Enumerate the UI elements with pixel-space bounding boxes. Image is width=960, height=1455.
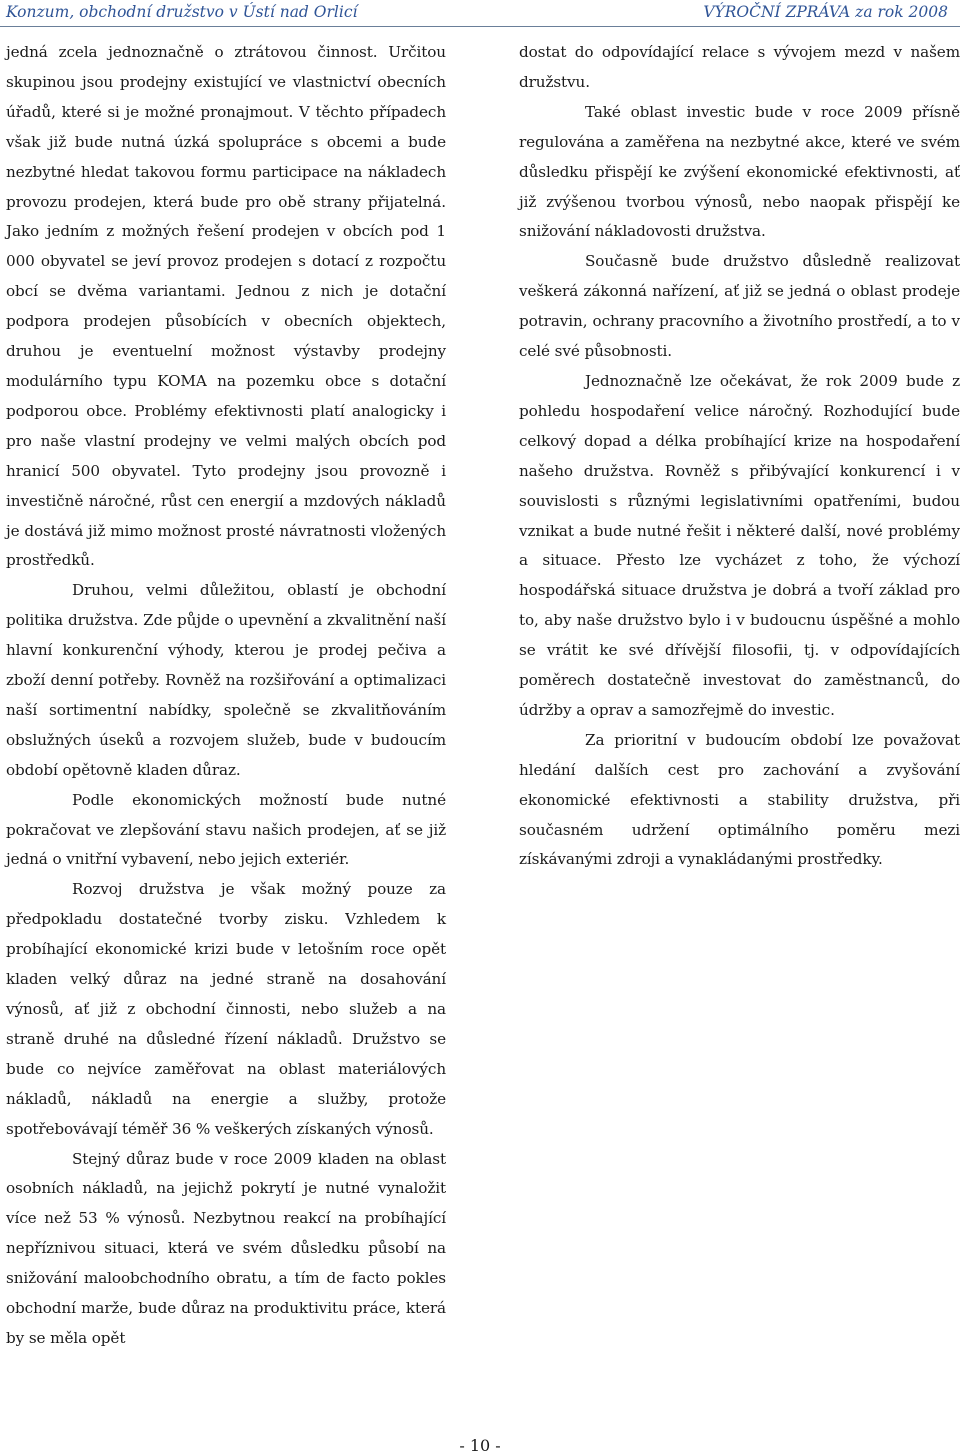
paragraph: Také oblast investic bude v roce 2009 přísně regulována a zaměřena na nezbytné akce, které ve svém důsledku přispějí ke zvýšení ekonomické efektivnosti, ať již zvýšenou tvorbou výnosů, nebo naopak přispějí ke snižování nákladovosti družstva. — [519, 102, 960, 241]
paragraph: Druhou, velmi důležitou, oblastí je obchodní politika družstva. Zde půjde o upevnění a zkvalitnění naší hlavní konkurenční výhody, kterou je prodej pečiva a zboží denní potřeby. Rovněž na rozšiřování a optimalizaci naší sortimentní nabídky, společně se zkvalitňováním obslužných úseků a rozvojem služeb, bude v budoucím období opětovně kladen důraz. — [6, 581, 446, 779]
paragraph: Jednoznačně lze očekávat, že rok 2009 bude z pohledu hospodaření velice náročný. Rozhodující bude celkový dopad a délka probíhající krize na hospodaření našeho družstva. Rovněž s přibývající konkurencí i v souvislosti s různými legislativními opatřeními, budou vznikat a bude nutné řešit i některé další, nové problémy a situace. Přesto lze vycházet z toho, že výchozí hospodářská situace družstva je dobrá a tvoří základ pro to, aby naše družstvo bylo i v budoucnu úspěšné a mohlo se vrátit ke své dřívější filosofii, tj. v odpovídajících poměrech dostatečně investovat do zaměstnanců, do údržby a oprav a samozřejmě do investic. — [519, 371, 960, 719]
right-text-column — [519, 38, 960, 875]
paragraph: Současně bude družstvo důsledně realizovat veškerá zákonná nařízení, ať již se jedná o oblast prodeje potravin, ochrany pracovního a životního prostředí, a to v celé své působnosti. — [519, 252, 960, 361]
paragraph: Stejný důraz bude v roce 2009 kladen na oblast osobních nákladů, na jejichž pokrytí je nutné vynaložit více než 53 % výnosů. Nezbytnou reakcí na probíhající nepříznivou situaci, která ve svém důsledku působí na snižování maloobchodního obratu, a tím de facto pokles obchodní marže, bude důraz na produktivitu práce, která by se měla opět — [6, 1149, 446, 1347]
paragraph: Rozvoj družstva je však možný pouze za předpokladu dostatečné tvorby zisku. Vzhledem k probíhající ekonomické krizi bude v letošním roce opět kladen velký důraz na jedné straně na dosahování výnosů, ať již z obchodní činnosti, nebo služeb a na straně druhé na důsledné řízení nákladů. Družstvo se bude co nejvíce zaměřovat na oblast materiálových nákladů, nákladů na energie a služby, protože spotřebovávají téměř 36 % veškerých získaných výnosů. — [6, 880, 446, 1138]
left-text-column — [6, 38, 446, 1354]
header-organization: Konzum, obchodní družstvo v Ústí nad Orlicí — [6, 3, 358, 21]
paragraph: Podle ekonomických možností bude nutné pokračovat ve zlepšování stavu našich prodejen, ať se již jedná o vnitřní vybavení, nebo jejich exteriér. — [6, 790, 446, 869]
header-report-title: VÝROČNÍ ZPRÁVA za rok 2008 — [703, 3, 948, 21]
paragraph: jedná zcela jednoznačně o ztrátovou činnost. Určitou skupinou jsou prodejny existující ve vlastnictví obecních úřadů, které si je možné pronajmout. V těchto případech však již bude nutná úzká spolupráce s obcemi a bude nezbytné hledat takovou formu participace na nákladech provozu prodejen, která bude pro obě strany přijatelná. Jako jedním z možných řešení prodejen v obcích pod 1 000 obyvatel se jeví provoz prodejen s dotací z rozpočtu obcí se dvěma variantami. Jednou z nich je dotační podpora prodejen působících v obecních objektech, druhou je eventuelní možnost výstavby prodejny modulárního typu KOMA na pozemku obce s dotační podporou obce. Problémy efektivnosti platí analogicky i pro naše vlastní prodejny ve velmi malých obcích pod hranicí 500 obyvatel. Tyto prodejny jsou provozně i investičně náročné, růst cen energií a mzdových nákladů je dostává již mimo možnost prosté návratnosti vložených prostředků. — [6, 43, 446, 570]
paragraph: Za prioritní v budoucím období lze považovat hledání dalších cest pro zachování a zvyšování ekonomické efektivnosti a stability družstva, při současném udržení optimálního poměru mezi získávanými zdroji a vynakládanými prostředky. — [519, 730, 960, 869]
page-header — [0, 0, 960, 27]
page-number: - 10 - — [459, 1436, 501, 1455]
paragraph: dostat do odpovídající relace s vývojem mezd v našem družstvu. — [519, 43, 960, 91]
